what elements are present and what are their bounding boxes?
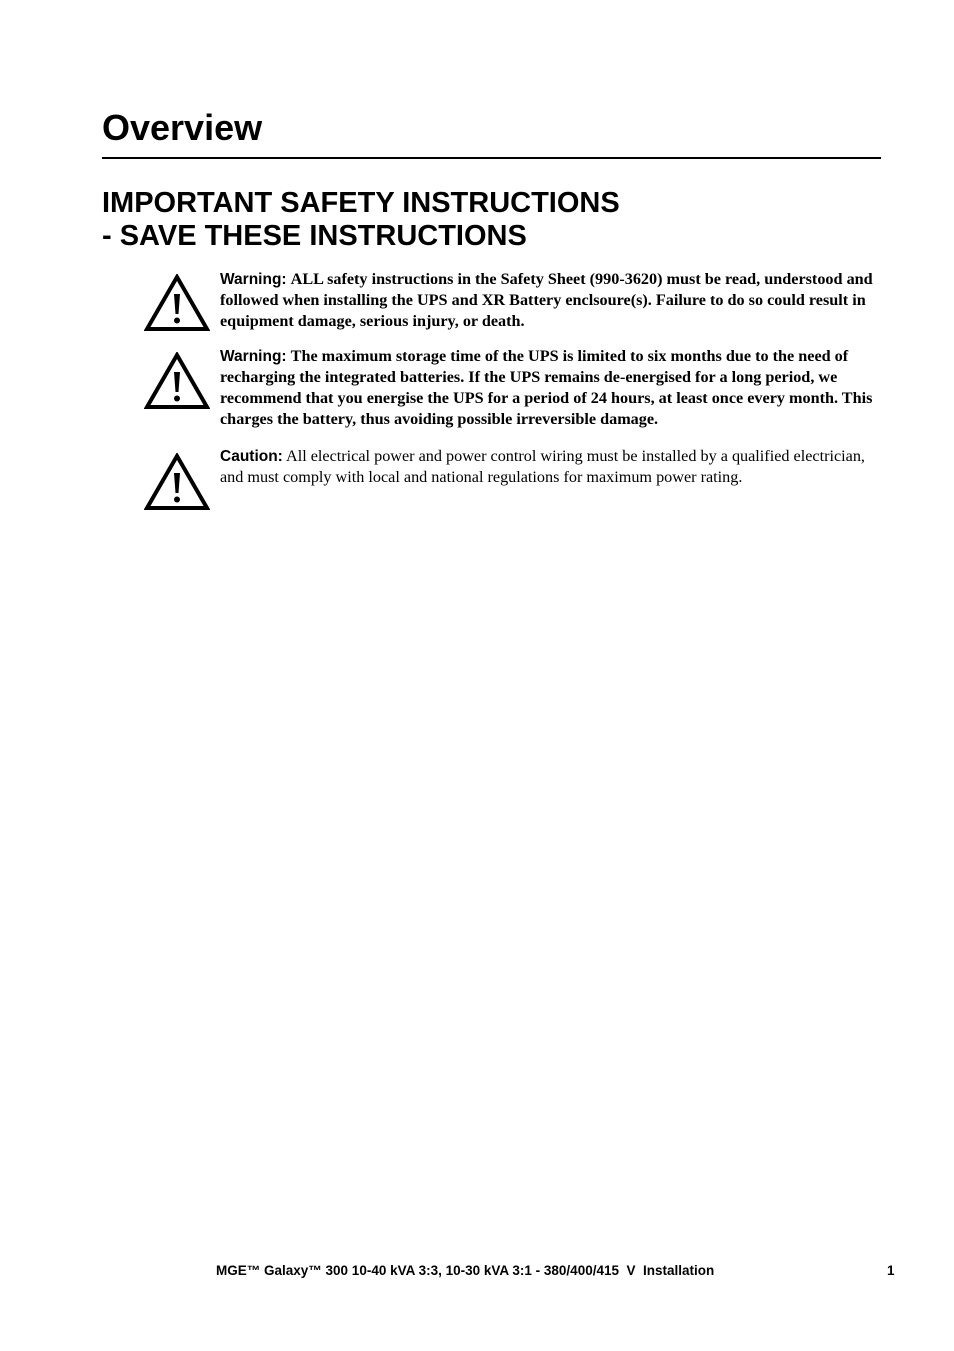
notice-body: ALL safety instructions in the Safety Sheet (990-3620) must be read, understood and followed when installing the UPS and XR Battery enclsoure(s). Failure to do so could result in equipment damage, serious injury, or death. <box>220 270 873 330</box>
footer-document-title: MGE™ Galaxy™ 300 10-40 kVA 3:3, 10-30 kVA 3:1 - 380/400/415 V Installation <box>216 1263 715 1278</box>
notice-text <box>220 269 884 332</box>
notice-label: Caution: <box>220 448 283 465</box>
section-heading-line-1: IMPORTANT SAFETY INSTRUCTIONS <box>102 187 620 219</box>
warning-triangle-icon <box>144 352 210 410</box>
notice-text <box>220 346 884 430</box>
section-heading-line-2: - SAVE THESE INSTRUCTIONS <box>102 220 527 252</box>
notice-text <box>220 446 884 488</box>
notice-label: Warning: <box>220 348 287 365</box>
warning-triangle-icon <box>144 453 210 511</box>
notice-body: All electrical power and power control wiring must be installed by a qualified electrician, and must comply with local and national regulations for maximum power rating. <box>220 447 865 486</box>
section-heading <box>102 187 620 253</box>
warning-triangle-icon <box>144 274 210 332</box>
title-divider <box>102 157 881 159</box>
page-title: Overview <box>102 107 263 148</box>
notice-body: The maximum storage time of the UPS is limited to six months due to the need of recharging the integrated batteries. If the UPS remains de-energised for a long period, we recommend that you energise the UPS for a period of 24 hours, at least once every month. This charges the battery, thus avoiding possible irreversible damage. <box>220 347 873 428</box>
notice-label: Warning: <box>220 271 287 288</box>
page-number: 1 <box>887 1263 895 1278</box>
